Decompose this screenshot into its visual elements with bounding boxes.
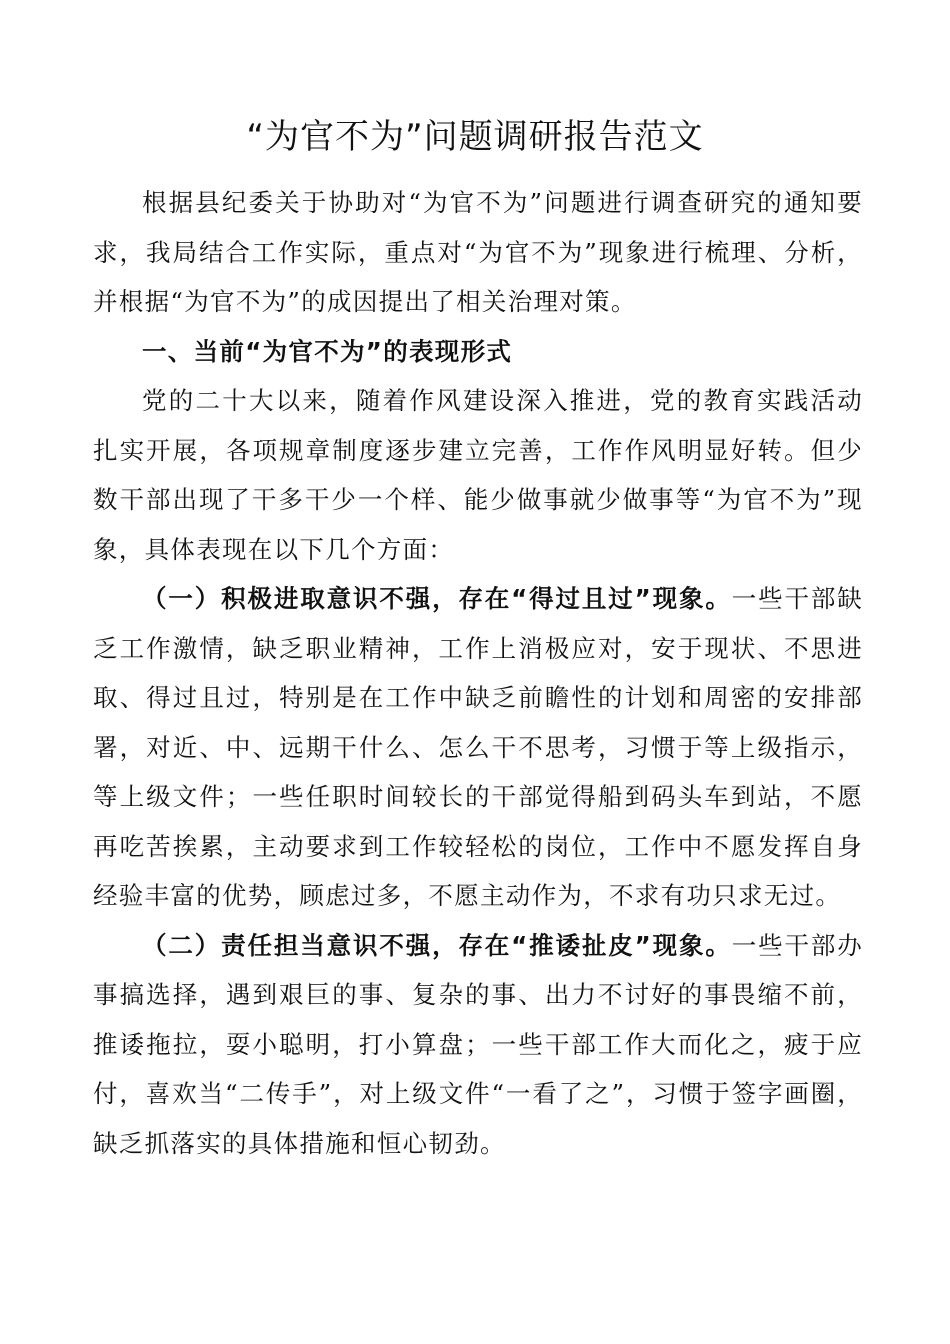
item-2-text: 一些干部办事搞选择，遇到艰巨的事、复杂的事、出力不讨好的事畏缩不前，推诿拖拉，耍小聪明，打小算盘；一些干部工作大而化之，疲于应付，喜欢当“二传手”，对上级文件“一看了之”，习惯于签字画圈，缺乏抓落实的具体措施和恒心韧劲。 (93, 930, 863, 1158)
section-1-paragraph: 党的二十大以来，随着作风建设深入推进，党的教育实践活动扎实开展，各项规章制度逐步建立完善，工作作风明显好转。但少数干部出现了干多干少一个样、能少做事就少做事等“为官不为”现象，具体表现在以下几个方面： (93, 386, 863, 564)
item-1-lead: （一）积极进取意识不强，存在“得过且过”现象。 (142, 584, 732, 613)
item-1-paragraph (93, 574, 863, 921)
item-2-paragraph (93, 921, 863, 1169)
item-1-text: 一些干部缺乏工作激情，缺乏职业精神，工作上消极应对，安于现状、不思进取、得过且过，特别是在工作中缺乏前瞻性的计划和周密的安排部署，对近、中、远期干什么、怎么干不思考，习惯于等上级指示，等上级文件；一些任职时间较长的干部觉得船到码头车到站，不愿再吃苦挨累，主动要求到工作较轻松的岗位，工作中不愿发挥自身经验丰富的优势，顾虑过多，不愿主动作为，不求有功只求无过。 (93, 584, 863, 910)
document-body (93, 178, 863, 1168)
item-2-lead: （二）责任担当意识不强，存在“推诿扯皮”现象。 (142, 930, 732, 960)
section-1-heading: 一、当前“为官不为”的表现形式 (142, 336, 513, 366)
document-title: “为官不为”问题调研报告范文 (246, 117, 704, 157)
intro-paragraph: 根据县纪委关于协助对“为官不为”问题进行调查研究的通知要求，我局结合工作实际，重点对“为官不为”现象进行梳理、分析，并根据“为官不为”的成因提出了相关治理对策。 (93, 188, 863, 316)
